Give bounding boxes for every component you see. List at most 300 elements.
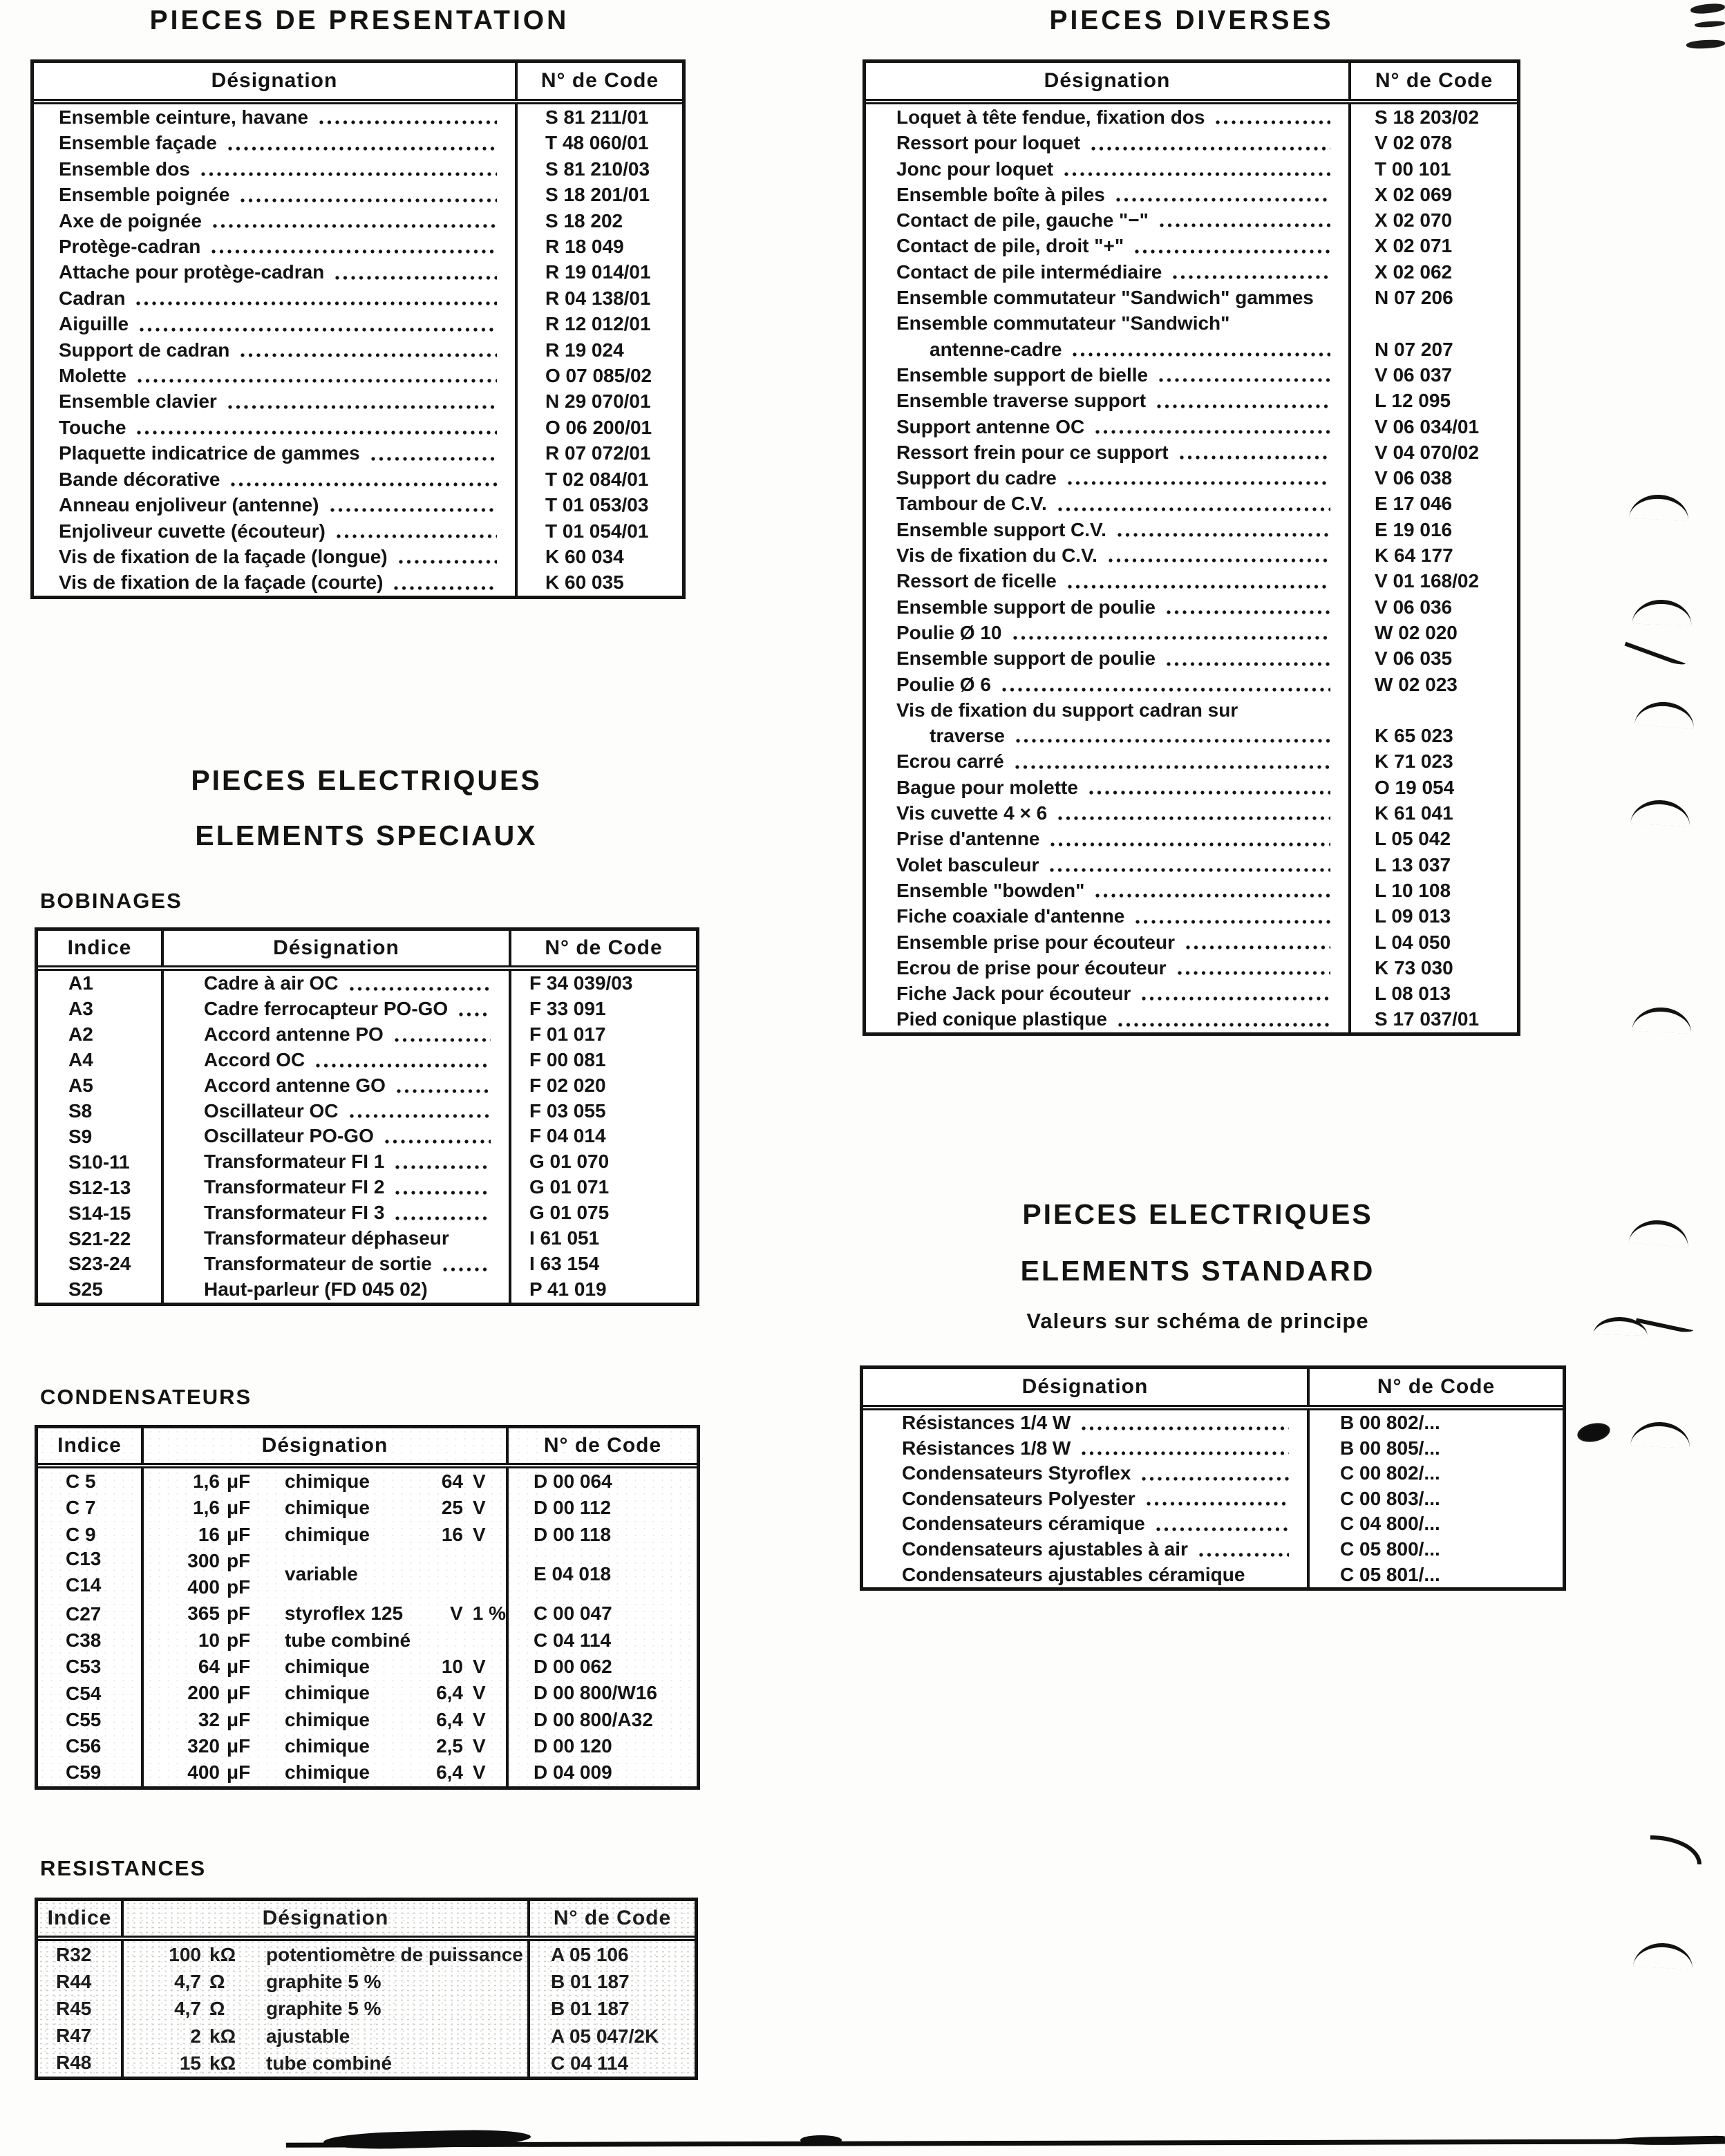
bobinages-table-body xyxy=(38,971,696,1303)
code-text: D 00 064 xyxy=(534,1471,612,1492)
designation-cell xyxy=(866,388,1351,413)
table-row xyxy=(866,259,1517,285)
table-row xyxy=(34,388,682,414)
designation-text: Ensemble boîte à piles xyxy=(896,183,1105,205)
dot-leader xyxy=(211,249,497,254)
dot-leader xyxy=(138,379,497,383)
code-text: F 03 055 xyxy=(529,1099,606,1122)
table-row xyxy=(866,104,1517,130)
code-cell xyxy=(1351,388,1517,413)
code-cell xyxy=(511,996,696,1022)
designation-cell xyxy=(34,285,518,311)
code-text: R 19 024 xyxy=(545,339,624,361)
designation-text: Jonc pour loquet xyxy=(896,158,1054,180)
unit-text: μF xyxy=(227,1497,251,1519)
code-cell xyxy=(509,1468,697,1495)
code-cell xyxy=(511,1073,696,1099)
indice-cell xyxy=(38,1277,164,1303)
designation-line xyxy=(34,388,515,414)
table-row xyxy=(866,929,1517,955)
scan-artifact-arc xyxy=(1632,599,1692,626)
code-cell xyxy=(511,1022,696,1048)
designation-line xyxy=(866,362,1348,388)
designation-cell xyxy=(866,955,1351,981)
dot-leader xyxy=(1058,507,1330,511)
designation-text: Ressort frein pour ce support xyxy=(896,441,1169,463)
table-row xyxy=(866,594,1517,620)
dot-leader xyxy=(231,482,497,486)
code-cell xyxy=(1310,1562,1563,1588)
indice-cell xyxy=(38,996,164,1022)
designation-cell xyxy=(164,971,511,996)
table-row xyxy=(38,1200,696,1226)
designation-cell xyxy=(866,104,1351,130)
code-text: K 64 177 xyxy=(1375,545,1453,567)
dot-leader xyxy=(1173,275,1330,279)
code-text: D 00 118 xyxy=(534,1523,612,1545)
dot-leader xyxy=(397,1089,491,1093)
unit-text: μF xyxy=(227,1761,251,1784)
code-text: S 18 201/01 xyxy=(545,184,650,206)
indice-text: C 5 xyxy=(66,1471,96,1493)
dot-leader xyxy=(228,405,497,409)
indice-cell xyxy=(38,1627,144,1654)
designation-cell xyxy=(34,311,518,337)
designation-cell xyxy=(144,1548,509,1601)
table-row xyxy=(34,208,682,234)
dot-leader xyxy=(1089,791,1330,795)
dot-leader xyxy=(1135,249,1330,254)
designation-text: Support du cadre xyxy=(896,467,1057,489)
designation-cell xyxy=(34,259,518,285)
code-cell xyxy=(1351,903,1517,929)
dot-leader xyxy=(1002,688,1330,692)
dot-leader xyxy=(241,198,497,202)
designation-line xyxy=(866,568,1348,594)
scan-artifact-corner-smudge xyxy=(1695,20,1725,28)
indice-text: S8 xyxy=(68,1099,93,1122)
table-row xyxy=(866,1006,1517,1032)
table-row xyxy=(34,259,682,285)
designation-text: Attache pour protège-cadran xyxy=(59,261,325,283)
designation-cell xyxy=(34,440,518,466)
designation-cell xyxy=(34,182,518,207)
designation-cell xyxy=(863,1562,1310,1588)
table-row xyxy=(866,233,1517,258)
designation-line xyxy=(124,2050,527,2077)
indice-cell xyxy=(38,1200,164,1226)
code-text: F 01 017 xyxy=(529,1023,606,1045)
designation-text: Bague pour molette xyxy=(896,776,1078,798)
column-header-designation: Désignation xyxy=(164,931,511,965)
designation-line xyxy=(866,259,1348,285)
table-row xyxy=(34,518,682,544)
voltage-suffix: V xyxy=(473,1734,486,1757)
designation-line xyxy=(866,800,1348,826)
indice-cell xyxy=(38,1759,144,1786)
code-cell xyxy=(1351,439,1517,465)
table-row xyxy=(866,542,1517,568)
column-header-code: N° de Code xyxy=(1375,69,1493,92)
table-row xyxy=(38,2023,695,2050)
designation-text: Transformateur déphaseur xyxy=(204,1227,449,1249)
designation-line xyxy=(124,1995,527,2022)
indice-text: A4 xyxy=(68,1049,93,1071)
scan-artifact-bottom-blob xyxy=(323,2128,531,2150)
indice-cell xyxy=(38,1995,124,2022)
table-row xyxy=(34,466,682,492)
code-text: E 04 018 xyxy=(534,1563,612,1585)
designation-line xyxy=(866,182,1348,207)
indice-text: S21-22 xyxy=(68,1227,131,1249)
scan-artifact-corner-smudge xyxy=(1686,39,1725,50)
table-row xyxy=(38,1941,695,1968)
indice-text: C56 xyxy=(66,1735,102,1757)
scan-artifact-arc xyxy=(1629,1218,1690,1247)
designation-text: Axe de poignée xyxy=(59,209,202,231)
designation-line xyxy=(164,1073,509,1099)
dot-leader xyxy=(385,1140,491,1144)
code-text: L 13 037 xyxy=(1375,853,1451,876)
indice-cell xyxy=(38,1099,164,1124)
unit-text: pF xyxy=(227,1629,251,1651)
indice-text: R32 xyxy=(56,1943,92,1965)
designation-text: Contact de pile, gauche "−" xyxy=(896,209,1149,231)
designation-text: Contact de pile intermédiaire xyxy=(896,261,1162,283)
designation-line xyxy=(863,1461,1307,1486)
voltage-text: 10 xyxy=(441,1656,463,1678)
designation-text: Vis cuvette 4 × 6 xyxy=(896,802,1048,824)
designation-line xyxy=(863,1486,1307,1512)
code-text: F 34 039/03 xyxy=(529,972,633,994)
designation-cell xyxy=(866,156,1351,182)
unit-text: pF xyxy=(227,1576,251,1598)
designation-cell xyxy=(164,1048,511,1073)
voltage-text: 25 xyxy=(441,1497,463,1519)
designation-cell xyxy=(866,207,1351,233)
dot-leader xyxy=(1178,971,1330,975)
designation-text: Vis de fixation du C.V. xyxy=(896,545,1097,567)
designation-cell xyxy=(124,1941,530,1968)
table-row xyxy=(38,971,696,996)
value-text: 1,6 xyxy=(193,1497,220,1519)
designation-text: Accord antenne PO xyxy=(204,1023,384,1045)
designation-cell xyxy=(866,620,1351,645)
code-cell xyxy=(509,1759,697,1786)
column-header-designation: Désignation xyxy=(144,1428,509,1463)
dot-leader xyxy=(1116,198,1330,202)
code-text: D 04 009 xyxy=(534,1761,612,1784)
designation-line xyxy=(144,1654,506,1680)
dot-leader xyxy=(316,1063,491,1068)
code-text: X 02 070 xyxy=(1375,209,1453,231)
designation-line xyxy=(866,645,1348,671)
dot-leader xyxy=(443,1267,491,1271)
scan-artifact-arc xyxy=(1630,799,1691,826)
column-header-designation: Désignation xyxy=(124,1901,530,1936)
designation-cell xyxy=(164,1124,511,1149)
code-cell xyxy=(511,1048,696,1073)
code-text: F 04 014 xyxy=(529,1125,606,1147)
code-cell xyxy=(530,2050,695,2077)
designation-line xyxy=(866,233,1348,258)
code-cell xyxy=(511,1149,696,1175)
voltage-suffix: V xyxy=(473,1523,486,1545)
table-row xyxy=(38,1022,696,1048)
table-row xyxy=(34,363,682,388)
dot-leader xyxy=(394,586,497,590)
designation-text: Transformateur FI 1 xyxy=(204,1151,385,1173)
designation-line xyxy=(144,1759,506,1786)
designation-text: Poulie Ø 6 xyxy=(896,673,991,695)
designation-cell xyxy=(144,1733,509,1759)
code-cell xyxy=(509,1600,697,1627)
designation-line xyxy=(34,182,515,207)
dot-leader xyxy=(140,328,497,332)
table-row xyxy=(34,569,682,595)
designation-cell xyxy=(34,337,518,363)
designation-text: Ecrou de prise pour écouteur xyxy=(896,956,1167,978)
column-header-designation: Désignation xyxy=(866,63,1351,99)
designation-line xyxy=(164,1277,509,1303)
designation-cell xyxy=(34,363,518,388)
indice-text: C53 xyxy=(66,1656,102,1678)
code-cell xyxy=(518,440,682,466)
code-text: X 02 071 xyxy=(1375,235,1453,257)
voltage-text: 16 xyxy=(441,1523,463,1545)
table-row xyxy=(866,903,1517,929)
code-text: F 02 020 xyxy=(529,1074,606,1096)
dot-leader xyxy=(1180,455,1330,460)
code-cell xyxy=(1351,826,1517,851)
code-text: O 06 200/01 xyxy=(545,416,652,438)
dot-leader xyxy=(337,534,497,538)
indice-text: R45 xyxy=(56,1998,92,2019)
designation-line xyxy=(866,388,1348,413)
indice-text: C27 xyxy=(66,1602,102,1625)
designation-cell xyxy=(164,1277,511,1303)
code-cell xyxy=(1310,1486,1563,1512)
table-row xyxy=(866,852,1517,878)
designation-cell xyxy=(866,775,1351,800)
designation-line xyxy=(124,2023,527,2050)
designation-text: Ensemble prise pour écouteur xyxy=(896,931,1175,953)
code-text: V 06 037 xyxy=(1375,363,1453,386)
designation-line xyxy=(866,981,1348,1006)
dot-leader xyxy=(395,1165,491,1169)
table-row xyxy=(34,182,682,207)
designation-text: Ensemble dos xyxy=(59,158,190,180)
table-row xyxy=(38,2050,695,2077)
code-cell xyxy=(518,285,682,311)
designation-line xyxy=(866,414,1348,439)
value-text: 300 xyxy=(187,1549,220,1571)
table-header xyxy=(38,931,696,971)
code-cell xyxy=(1351,955,1517,981)
designation-line xyxy=(866,852,1348,878)
designation-cell xyxy=(863,1461,1310,1486)
code-cell xyxy=(518,208,682,234)
designation-text: Fiche Jack pour écouteur xyxy=(896,983,1131,1005)
indice-cell xyxy=(38,1048,164,1073)
table-row xyxy=(866,826,1517,851)
table-row xyxy=(34,337,682,363)
value-text: 10 xyxy=(198,1629,220,1651)
code-text: C 04 114 xyxy=(534,1629,612,1651)
designation-line xyxy=(866,594,1348,620)
table-row xyxy=(866,130,1517,155)
designation-text: Anneau enjoliveur (antenne) xyxy=(59,494,319,516)
designation-line xyxy=(866,878,1348,903)
code-text: C 00 047 xyxy=(534,1602,612,1625)
designation-cell xyxy=(863,1511,1310,1537)
scan-artifact-arc xyxy=(1630,1421,1691,1448)
table-header xyxy=(863,1369,1563,1410)
code-cell xyxy=(518,104,682,130)
standard-table-body xyxy=(863,1410,1563,1587)
dot-leader xyxy=(395,1191,491,1195)
designation-cell xyxy=(866,285,1351,310)
code-cell xyxy=(1351,130,1517,155)
code-cell xyxy=(1351,620,1517,645)
code-cell xyxy=(511,1175,696,1200)
code-text: V 06 034/01 xyxy=(1375,415,1480,437)
code-text: K 65 023 xyxy=(1375,725,1453,747)
code-cell xyxy=(509,1548,697,1601)
indice-cell xyxy=(38,2050,124,2077)
designation-line xyxy=(164,1251,509,1277)
indice-cell xyxy=(38,1680,144,1706)
code-text: T 01 053/03 xyxy=(545,494,649,516)
table-row xyxy=(866,981,1517,1006)
designation-text: Transformateur FI 2 xyxy=(204,1176,385,1198)
designation-cell xyxy=(866,852,1351,878)
designation-text: Condensateurs ajustables céramique xyxy=(902,1563,1245,1585)
dot-leader xyxy=(1157,404,1330,408)
unit-text: kΩ xyxy=(209,1944,236,1965)
indice-cell xyxy=(38,1600,144,1627)
dot-leader xyxy=(201,172,497,176)
section-title-electriques-speciaux-2: ELEMENTS SPECIAUX xyxy=(195,820,538,851)
code-text: T 02 084/01 xyxy=(545,468,649,490)
designation-cell xyxy=(866,878,1351,903)
table-row xyxy=(866,156,1517,182)
code-cell xyxy=(1310,1461,1563,1486)
unit-text: μF xyxy=(227,1471,251,1492)
designation-cell xyxy=(144,1600,509,1627)
indice-cell xyxy=(38,1073,164,1099)
designation-cell xyxy=(124,1995,530,2022)
table-row xyxy=(38,1277,696,1303)
code-cell xyxy=(518,337,682,363)
dot-leader xyxy=(1118,533,1330,537)
type-text: ajustable xyxy=(266,2025,350,2047)
dot-leader xyxy=(241,353,497,357)
table-row xyxy=(863,1410,1563,1436)
condensateurs-table-body xyxy=(38,1468,697,1786)
column-header-code: N° de Code xyxy=(543,1434,662,1457)
designation-line xyxy=(866,748,1348,774)
code-cell xyxy=(1351,310,1517,362)
scan-artifact-arc xyxy=(1634,700,1695,729)
designation-cell xyxy=(866,517,1351,542)
dot-leader xyxy=(1147,1502,1289,1506)
designation-text: Ensemble "bowden" xyxy=(896,879,1085,901)
designation-text: Condensateurs ajustables à air xyxy=(902,1538,1188,1560)
code-text: S 81 210/03 xyxy=(545,158,650,180)
voltage-text: 6,4 xyxy=(436,1682,463,1704)
designation-cell xyxy=(34,388,518,414)
designation-cell xyxy=(144,1627,509,1654)
type-text: chimique xyxy=(285,1523,370,1545)
table-row xyxy=(866,645,1517,671)
voltage-text: 2,5 xyxy=(436,1734,463,1757)
designation-cell xyxy=(866,645,1351,671)
designation-cell xyxy=(34,130,518,155)
designation-text: Cadran xyxy=(59,287,126,309)
indice-text: C38 xyxy=(66,1629,102,1651)
designation-cell xyxy=(866,182,1351,207)
scan-artifact-arc xyxy=(1633,1942,1694,1969)
designation-cell xyxy=(144,1468,509,1495)
designation-cell xyxy=(866,465,1351,491)
indice-text: A3 xyxy=(68,998,93,1020)
designation-text: Oscillateur PO-GO xyxy=(204,1125,374,1147)
designation-line xyxy=(144,1680,506,1706)
value-text: 16 xyxy=(198,1523,220,1545)
unit-text: μF xyxy=(227,1682,251,1704)
code-text: S 18 202 xyxy=(545,209,623,231)
designation-line xyxy=(34,337,515,363)
table-row xyxy=(38,996,696,1022)
code-text: G 01 070 xyxy=(529,1151,610,1173)
table-row xyxy=(866,465,1517,491)
code-cell xyxy=(1310,1410,1563,1436)
code-text: V 06 035 xyxy=(1375,647,1453,670)
designation-text: Oscillateur OC xyxy=(204,1099,339,1122)
indice-cell xyxy=(38,1707,144,1733)
designation-line xyxy=(164,1022,509,1048)
indice-cell xyxy=(38,1495,144,1521)
code-text: K 60 034 xyxy=(545,545,624,567)
designation-line xyxy=(863,1436,1307,1462)
table-row xyxy=(38,1600,697,1627)
designation-cell xyxy=(866,748,1351,774)
designation-text: Vis de fixation de la façade (courte) xyxy=(59,571,384,594)
code-text: V 04 070/02 xyxy=(1375,441,1480,463)
designation-line xyxy=(144,1548,265,1574)
dot-leader xyxy=(335,276,497,280)
table-row xyxy=(34,311,682,337)
code-cell xyxy=(1351,697,1517,749)
indice-cell xyxy=(38,1124,164,1149)
designation-cell xyxy=(144,1522,509,1548)
designation-text: Cadre ferrocapteur PO-GO xyxy=(204,997,449,1019)
designation-cell xyxy=(866,929,1351,955)
designation-line xyxy=(34,466,515,492)
code-cell xyxy=(518,492,682,518)
code-text: O 19 054 xyxy=(1375,776,1455,798)
code-cell xyxy=(1351,414,1517,439)
code-text: K 61 041 xyxy=(1375,802,1453,824)
unit-text: kΩ xyxy=(209,2025,236,2047)
designation-line xyxy=(866,903,1348,929)
designation-text: Ensemble poignée xyxy=(59,184,230,206)
table-row xyxy=(863,1537,1563,1562)
scan-artifact-arc xyxy=(1632,1006,1693,1034)
code-text: I 61 051 xyxy=(529,1227,600,1249)
code-cell xyxy=(518,130,682,155)
